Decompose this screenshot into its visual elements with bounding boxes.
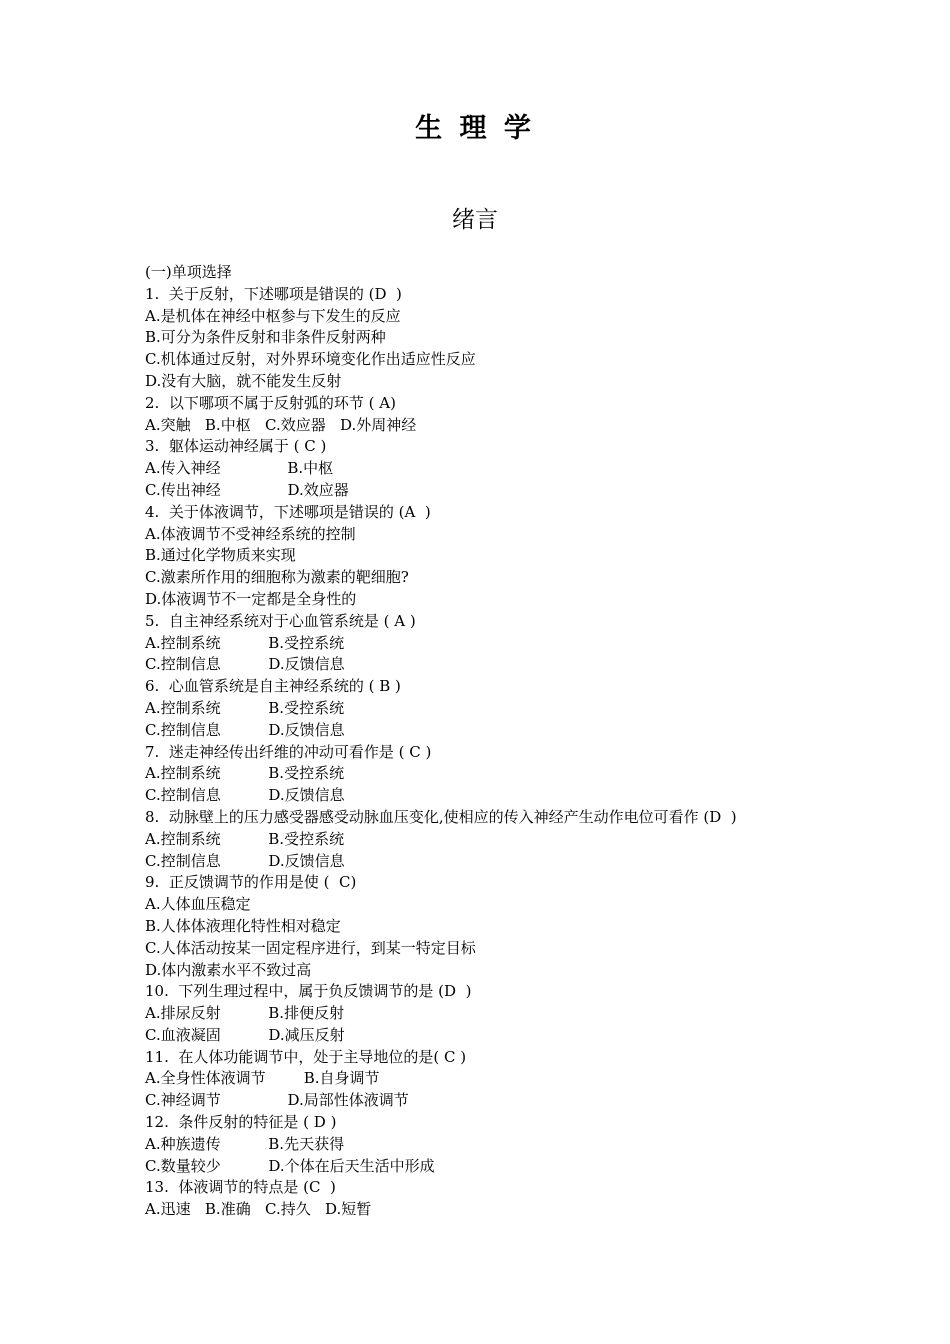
question-line: 3. 躯体运动神经属于 ( C ): [145, 437, 327, 456]
question-line: A.控制系统 B.受控系统: [145, 633, 345, 652]
question-line: 12. 条件反射的特征是 ( D ): [145, 1113, 337, 1132]
question-line: A.控制系统 B.受控系统: [145, 829, 345, 848]
question-line: D.体液调节不一定都是全身性的: [145, 589, 357, 608]
question-line: A.迅速 B.准确 C.持久 D.短暂: [145, 1200, 372, 1219]
question-line: C.控制信息 D.反馈信息: [145, 851, 345, 870]
question-line: A.全身性体液调节 B.自身调节: [145, 1069, 380, 1088]
chapter-heading: 绪言: [452, 207, 498, 233]
document-title: 生 理 学: [415, 113, 535, 144]
question-line: A.控制系统 B.受控系统: [145, 698, 345, 717]
question-line: A.是机体在神经中枢参与下发生的反应: [145, 306, 401, 325]
question-line: 2. 以下哪项不属于反射弧的环节 ( A): [145, 393, 396, 412]
question-line: C.机体通过反射，对外界环境变化作出适应性反应: [145, 350, 476, 369]
question-line: 7. 迷走神经传出纤维的冲动可看作是 ( C ): [145, 742, 432, 761]
question-list: [145, 262, 935, 1221]
question-line: 10. 下列生理过程中，属于负反馈调节的是 (D ): [145, 982, 472, 1001]
question-line: A.控制系统 B.受控系统: [145, 764, 345, 783]
question-line: B.人体体液理化特性相对稳定: [145, 916, 341, 935]
question-line: 6. 心血管系统是自主神经系统的 ( B ): [145, 677, 401, 696]
question-line: 8. 动脉壁上的压力感受器感受动脉血压变化,使相应的传入神经产生动作电位可看作 (D ): [145, 807, 737, 826]
question-line: D.没有大脑，就不能发生反射: [145, 371, 342, 390]
question-line: A.突触 B.中枢 C.效应器 D.外周神经: [145, 415, 417, 434]
question-line: C.人体活动按某一固定程序进行，到某一特定目标: [145, 938, 476, 957]
question-line: C.血液凝固 D.减压反射: [145, 1025, 345, 1044]
question-line: 13. 体液调节的特点是 (C ): [145, 1178, 336, 1197]
question-line: C.传出神经 D.效应器: [145, 480, 349, 499]
question-line: A.排尿反射 B.排便反射: [145, 1004, 345, 1023]
question-line: A.种族遗传 B.先天获得: [145, 1134, 345, 1153]
question-line: 5. 自主神经系统对于心血管系统是 ( A ): [145, 611, 416, 630]
question-line: 9. 正反馈调节的作用是使 ( C): [145, 873, 357, 892]
question-line: A.传入神经 B.中枢: [145, 459, 334, 478]
question-line: C.数量较少 D.个体在后天生活中形成: [145, 1156, 435, 1175]
question-line: A.体液调节不受神经系统的控制: [145, 524, 356, 543]
question-line: A.人体血压稳定: [145, 895, 251, 914]
section-heading: (一)单项选择: [145, 263, 232, 281]
question-line: C.神经调节 D.局部性体液调节: [145, 1091, 409, 1110]
question-line: 1. 关于反射，下述哪项是错误的 (D ): [145, 284, 402, 303]
question-line: 11. 在人体功能调节中，处于主导地位的是( C ): [145, 1047, 467, 1066]
question-line: 4. 关于体液调节，下述哪项是错误的 (A ): [145, 502, 431, 521]
question-line: B.可分为条件反射和非条件反射两种: [145, 328, 386, 347]
question-line: C.激素所作用的细胞称为激素的靶细胞?: [145, 568, 409, 587]
question-line: C.控制信息 D.反馈信息: [145, 786, 345, 805]
question-line: D.体内激素水平不致过高: [145, 960, 312, 979]
question-line: B.通过化学物质来实现: [145, 546, 296, 565]
question-line: C.控制信息 D.反馈信息: [145, 720, 345, 739]
question-line: C.控制信息 D.反馈信息: [145, 655, 345, 674]
